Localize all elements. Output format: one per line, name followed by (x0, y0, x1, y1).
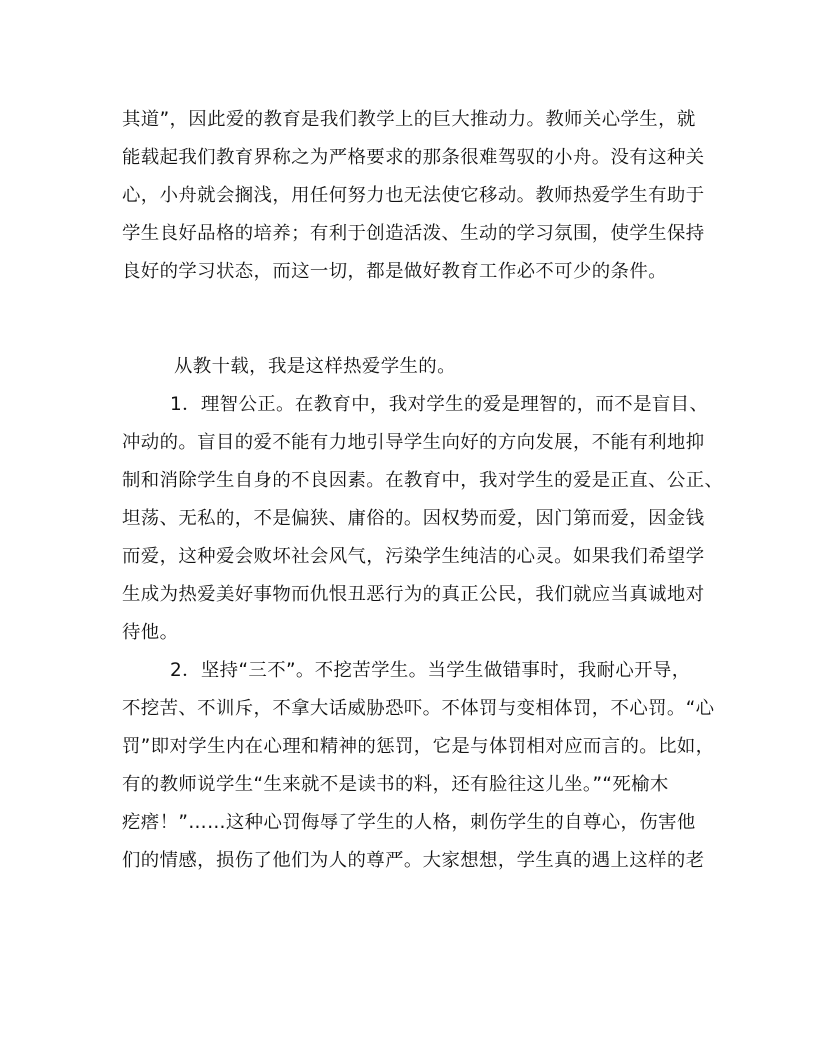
paragraph-1-line-1: 其道”，因此爱的教育是我们教学上的巨大推动力。教师关心学生，就 (122, 109, 696, 130)
paragraph-3-line-6: 生成为热爱美好事物而仇恨丑恶行为的真正公民，我们就应当真诚地对 (122, 584, 705, 605)
paragraph-3-line-3: 制和消除学生自身的不良因素。在教育中，我对学生的爱是正直、公正、 (122, 470, 724, 491)
paragraph-1-line-4: 学生良好品格的培养；有利于创造活泼、生动的学习氛围，使学生保持 (122, 223, 705, 244)
paragraph-4-line-5: 疙瘩！”……这种心罚侮辱了学生的人格，刺伤学生的自尊心，伤害他 (122, 812, 696, 833)
paragraph-4-line-6: 们的情感，损伤了他们为人的尊严。大家想想，学生真的遇上这样的老 (122, 850, 705, 871)
paragraph-1-line-5: 良好的学习状态，而这一切，都是做好教育工作必不可少的条件。 (122, 261, 667, 282)
paragraph-3-line-5: 而爱，这种爱会败坏社会风气，污染学生纯洁的心灵。如果我们希望学 (122, 546, 705, 567)
paragraph-4-line-2: 不挖苦、不训斥，不拿大话威胁恐吓。不体罚与变相体罚，不心罚。“心 (122, 698, 715, 719)
paragraph-2-line-1: 从教十载，我是这样热爱学生的。 (174, 356, 456, 377)
paragraph-3-line-1: 1．理智公正。在教育中，我对学生的爱是理智的，而不是盲目、 (170, 394, 709, 415)
paragraph-4-line-4: 有的教师说学生“生来就不是读书的料，还有脸往这儿坐。”“死榆木 (122, 774, 669, 795)
paragraph-3-line-4: 坦荡、无私的，不是偏狭、庸俗的。因权势而爱，因门第而爱，因金钱 (122, 508, 705, 529)
paragraph-3-line-7: 待他。 (122, 622, 179, 643)
paragraph-3-line-2: 冲动的。盲目的爱不能有力地引导学生向好的方向发展，不能有利地抑 (122, 432, 705, 453)
paragraph-4-line-3: 罚”即对学生内在心理和精神的惩罚，它是与体罚相对应而言的。比如， (122, 736, 715, 757)
paragraph-1-line-3: 心，小舟就会搁浅，用任何努力也无法使它移动。教师热爱学生有助于 (122, 185, 705, 206)
paragraph-1-line-2: 能载起我们教育界称之为严格要求的那条很难驾驭的小舟。没有这种关 (122, 147, 705, 168)
paragraph-4-line-1: 2．坚持“三不”。不挖苦学生。当学生做错事时，我耐心开导， (170, 660, 691, 681)
